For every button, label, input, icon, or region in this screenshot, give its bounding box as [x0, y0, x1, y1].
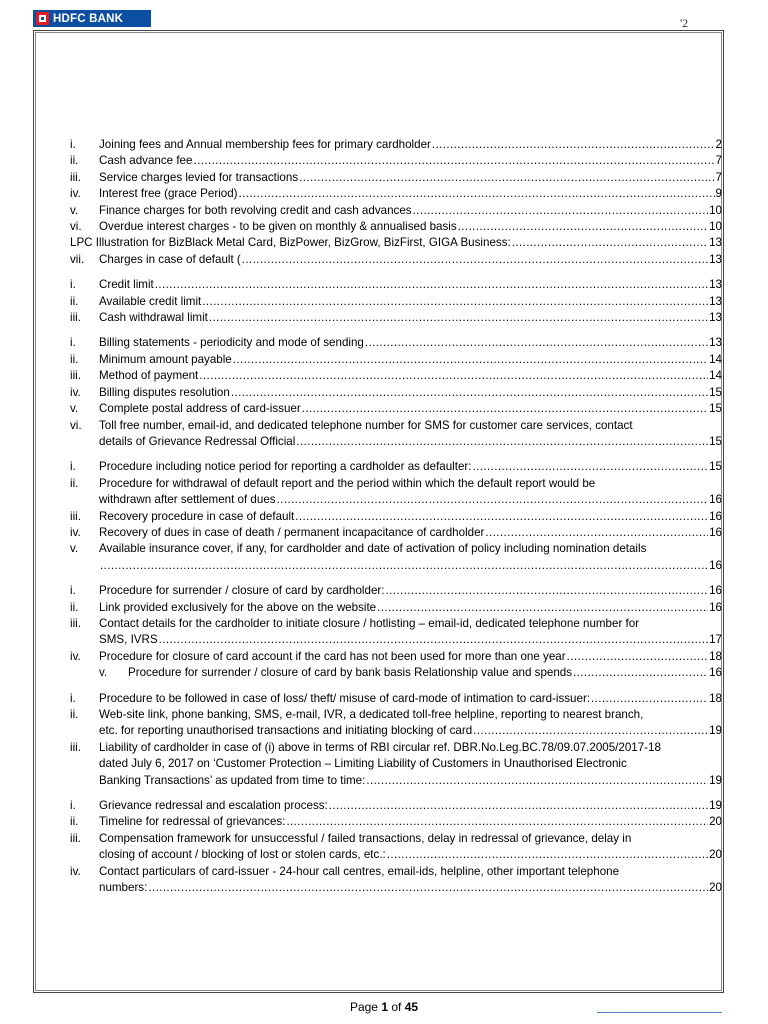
toc-section [70, 335, 722, 450]
toc-entry[interactable] [70, 476, 722, 509]
toc-line [99, 310, 722, 326]
toc-entry-body [99, 137, 722, 153]
toc-entry-title: Link provided exclusively for the above on the website [99, 600, 377, 614]
toc-page-number: 2 [715, 138, 722, 151]
toc-entry[interactable] [70, 186, 722, 202]
toc-entry[interactable] [70, 203, 722, 219]
toc-entry-title: Complete postal address of card-issuer [99, 402, 301, 416]
toc-entry-title: dated July 6, 2017 on ‘Customer Protection – Limiting Liability of Customers in Unauthorised Electronic [99, 757, 627, 771]
dot-leader [473, 459, 709, 475]
toc-entry-number: i. [70, 138, 76, 151]
dot-leader [567, 649, 708, 665]
toc-entry-body [99, 294, 722, 310]
toc-entry-body [99, 740, 722, 789]
toc-entry[interactable] [70, 864, 722, 897]
current-page-number: 1 [381, 1000, 388, 1014]
toc-entry-title: Joining fees and Annual membership fees for primary cardholder [99, 138, 431, 151]
dot-leader [365, 335, 708, 351]
toc-line [99, 740, 722, 756]
toc-entry[interactable] [70, 649, 722, 665]
toc-entry[interactable] [70, 459, 722, 475]
toc-entry-number: vii. [70, 252, 85, 266]
toc-line [99, 252, 722, 268]
toc-entry[interactable] [70, 385, 722, 401]
dot-leader [100, 558, 708, 574]
toc-entry-body [99, 335, 722, 351]
toc-entry-title: Liability of cardholder in case of (i) above in terms of RBI circular ref. DBR.No.Leg.BC.78/09.07.2005/2017-18 [99, 740, 661, 754]
toc-page-number: 13 [709, 252, 722, 266]
toc-entry-body [99, 541, 722, 574]
toc-entry-body [99, 186, 722, 202]
dot-leader [286, 814, 708, 830]
toc-section [70, 137, 722, 268]
toc-line [99, 418, 722, 434]
toc-line [99, 814, 722, 830]
toc-entry-body [99, 525, 722, 541]
toc-page-number: 16 [709, 558, 722, 572]
of-label: of [391, 1000, 402, 1014]
dot-leader [296, 434, 708, 450]
dot-leader [277, 492, 709, 508]
toc-line [99, 335, 722, 351]
toc-line [99, 541, 722, 557]
toc-line [99, 203, 722, 219]
toc-line [128, 665, 722, 681]
toc-page-number: 18 [709, 649, 722, 663]
toc-line [99, 352, 722, 368]
toc-line [99, 492, 722, 508]
toc-section [70, 277, 722, 326]
toc-page-number: 13 [709, 278, 722, 292]
toc-entry-number: i. [70, 278, 76, 292]
dot-leader [199, 368, 708, 384]
toc-entry-title: closing of account / blocking of lost or stolen cards, etc.: [99, 848, 386, 862]
toc-line [99, 385, 722, 401]
toc-entry[interactable] [70, 600, 722, 616]
toc-entry-number: v. [70, 203, 79, 217]
toc-entry-number: i. [70, 691, 76, 705]
toc-entry-number: iii. [70, 369, 81, 383]
toc-entry-title: Charges in case of default ( [99, 252, 241, 266]
toc-page-number: 9 [715, 187, 722, 201]
toc-entry-title: Overdue interest charges - to be given on monthly & annualised basis [99, 220, 457, 234]
toc-entry-title: Contact details for the cardholder to initiate closure / hotlisting – email-id, dedicated telephone number for [99, 616, 640, 630]
corner-mark: '2 [680, 16, 689, 30]
toc-entry-title: Minimum amount payable [99, 352, 232, 366]
toc-entry-body [99, 831, 722, 864]
toc-line [99, 847, 722, 863]
toc-entry-title: Procedure for closure of card account if the card has not been used for more than one year [99, 649, 566, 663]
toc-entry-number: ii. [70, 815, 79, 829]
toc-entry-title: Web-site link, phone banking, SMS, e-mail, IVR, a dedicated toll-free helpline, reporting to nearest branch, [99, 708, 644, 721]
toc-section [70, 798, 722, 896]
toc-entry-body [99, 219, 722, 235]
dot-leader [387, 847, 708, 863]
toc-entry-number: vi. [70, 220, 82, 234]
toc-entry[interactable] [70, 252, 722, 268]
toc-entry[interactable] [70, 525, 722, 541]
toc-line [99, 153, 722, 169]
toc-entry-body [99, 153, 722, 169]
footer-rule [597, 1012, 722, 1013]
toc-line [99, 880, 722, 896]
toc-line [99, 773, 722, 789]
toc-page-number: 19 [709, 773, 722, 787]
toc-entry-number: iv. [70, 649, 81, 663]
toc-entry[interactable] [70, 509, 722, 525]
toc-entry-body [99, 252, 722, 268]
toc-page-number: 19 [709, 724, 722, 738]
toc-line [99, 368, 722, 384]
toc-line [99, 723, 722, 739]
toc-page-number: 16 [709, 493, 722, 507]
toc-entry-number: vi. [70, 418, 82, 432]
toc-entry-title: Contact particulars of card-issuer - 24-hour call centres, email-ids, helpline, other important telephone [99, 864, 620, 878]
toc-entry-title: Recovery procedure in case of default [99, 509, 295, 523]
toc-page-number: 15 [709, 434, 722, 448]
toc-entry-title: numbers: [99, 881, 148, 895]
toc-entry-body [99, 814, 722, 830]
toc-line [99, 219, 722, 235]
dot-leader [377, 600, 708, 616]
toc-page-number: 13 [709, 311, 722, 325]
toc-entry-number: iii. [70, 740, 81, 754]
dot-leader [242, 252, 708, 268]
toc-entry[interactable] [70, 137, 722, 153]
toc-entry-body [99, 459, 722, 475]
toc-entry-body [99, 310, 722, 326]
toc-entry-title: Available insurance cover, if any, for cardholder and date of activation of policy including nomination details [99, 542, 647, 556]
toc-entry-number: iii. [70, 170, 81, 184]
toc-page-number: 14 [709, 369, 722, 383]
toc-entry-body [99, 616, 722, 649]
toc-line [70, 235, 722, 251]
toc-line [99, 756, 722, 772]
toc-section [70, 691, 722, 789]
toc-page-number: 19 [709, 799, 722, 813]
toc-entry-title: Service charges levied for transactions [99, 170, 299, 184]
dot-leader [231, 385, 708, 401]
toc-entry[interactable] [70, 707, 722, 740]
toc-entry-body [128, 665, 722, 681]
dot-leader [202, 294, 708, 310]
toc-entry-body [99, 368, 722, 384]
toc-entry-title: etc. for reporting unauthorised transactions and initiating blocking of card [99, 724, 473, 738]
toc-entry[interactable] [70, 335, 722, 351]
toc-entry[interactable] [70, 616, 722, 649]
toc-entry-body [99, 798, 722, 814]
toc-line [99, 632, 722, 648]
toc-entry-number: iii. [70, 509, 81, 523]
toc-entry-number: iv. [70, 187, 81, 201]
toc-entry[interactable] [70, 170, 722, 186]
toc-entry[interactable] [70, 740, 722, 789]
toc-section [70, 583, 722, 681]
toc-entry[interactable] [70, 583, 722, 599]
toc-page-number: 7 [715, 170, 722, 184]
dot-leader [295, 509, 708, 525]
dot-leader [573, 665, 708, 681]
toc-entry-title: Finance charges for both revolving credit and cash advances [99, 203, 412, 217]
dot-leader [193, 153, 714, 169]
toc-line [99, 509, 722, 525]
toc-page-number: 20 [709, 881, 722, 895]
hdfc-logo-icon [36, 12, 49, 25]
toc-entry[interactable] [70, 665, 722, 681]
toc-line [99, 277, 722, 293]
toc-line [99, 649, 722, 665]
toc-line [99, 600, 722, 616]
toc-entry[interactable] [70, 153, 722, 169]
toc-page-number: 13 [709, 294, 722, 308]
toc-entry[interactable] [70, 352, 722, 368]
toc-line [99, 476, 722, 492]
toc-line [99, 137, 722, 153]
dot-leader [485, 525, 708, 541]
toc-entry-number: i. [70, 799, 76, 813]
toc-entry[interactable] [70, 814, 722, 830]
toc-line [99, 401, 722, 417]
toc-page-number: 15 [709, 385, 722, 399]
toc-entry[interactable] [70, 541, 722, 574]
toc-entry-title: Cash withdrawal limit [99, 311, 208, 325]
toc-entry-title: Recovery of dues in case of death / permanent incapacitance of cardholder [99, 525, 485, 539]
toc-entry-title: withdrawn after settlement of dues [99, 493, 276, 507]
toc-entry[interactable] [70, 401, 722, 417]
dot-leader [473, 723, 708, 739]
toc-page-number: 10 [709, 220, 722, 234]
toc-entry-body [70, 235, 722, 251]
toc-entry-body [99, 649, 722, 665]
toc-line [99, 831, 722, 847]
toc-entry-title: Grievance redressal and escalation process: [99, 799, 328, 813]
toc-entry-title: Interest free (grace Period) [99, 187, 238, 201]
toc-entry-number: iv. [70, 525, 81, 539]
toc-entry[interactable] [70, 418, 722, 451]
toc-entry-body [99, 277, 722, 293]
toc-entry-number: ii. [70, 154, 79, 168]
toc-entry-title: Billing statements - periodicity and mode of sending [99, 336, 364, 350]
toc-entry-title: Available credit limit [99, 294, 202, 308]
toc-line [99, 558, 722, 574]
dot-leader [591, 691, 708, 707]
bank-name: HDFC BANK [53, 12, 124, 25]
toc-entry-title: SMS, IVRS [99, 633, 158, 647]
dot-leader [155, 277, 708, 293]
toc-section [70, 459, 722, 574]
total-pages: 45 [404, 1000, 419, 1014]
dot-leader [366, 773, 708, 789]
toc-line [99, 691, 722, 707]
toc-entry-number: ii. [70, 476, 79, 490]
toc-entry[interactable] [70, 691, 722, 707]
toc-page-number: 15 [709, 460, 722, 474]
toc-line [99, 434, 722, 450]
toc-page-number: 13 [709, 336, 722, 350]
toc-entry-title: Procedure to be followed in case of loss/ theft/ misuse of card-mode of intimation to card-issuer: [99, 691, 591, 705]
toc-entry-number: ii. [70, 600, 79, 614]
toc-entry-title: Method of payment [99, 369, 199, 383]
toc-entry-number: iii. [70, 616, 81, 630]
dot-leader [159, 632, 708, 648]
dot-leader [209, 310, 708, 326]
toc-entry[interactable] [70, 831, 722, 864]
toc-entry-body [99, 600, 722, 616]
toc-entry[interactable] [70, 310, 722, 326]
toc-line [99, 616, 722, 632]
toc-entry-body [99, 509, 722, 525]
toc-entry-title: Cash advance fee [99, 154, 193, 168]
toc-entry-body [99, 583, 722, 599]
toc-line [99, 294, 722, 310]
toc-entry-title: Compensation framework for unsuccessful / failed transactions, delay in redressal of grievance, delay in [99, 831, 632, 845]
toc-entry-title: Toll free number, email-id, and dedicated telephone number for SMS for customer care services, contact [99, 418, 633, 432]
hdfc-bank-logo [33, 10, 151, 27]
toc-line [99, 707, 722, 723]
toc-entry-number: ii. [70, 708, 79, 721]
toc-page-number: 16 [709, 584, 722, 598]
toc-line [99, 525, 722, 541]
toc-page-number: 16 [709, 666, 722, 680]
toc-line [99, 170, 722, 186]
dot-leader [233, 352, 708, 368]
toc-entry-body [99, 352, 722, 368]
toc-entry-title: Procedure for withdrawal of default report and the period within which the default report would be [99, 476, 596, 490]
toc-entry-title: Credit limit [99, 278, 154, 292]
toc-entry-body [99, 385, 722, 401]
toc-entry-number: v. [70, 402, 79, 416]
toc-entry-body [99, 707, 722, 740]
toc-entry[interactable] [70, 368, 722, 384]
toc-line [99, 583, 722, 599]
table-of-contents [70, 137, 722, 905]
toc-entry-number: iv. [70, 385, 81, 399]
toc-page-number: 7 [715, 154, 722, 168]
toc-entry-title: Timeline for redressal of grievances: [99, 815, 286, 829]
toc-page-number: 17 [709, 633, 722, 647]
toc-entry-title: Procedure including notice period for reporting a cardholder as defaulter: [99, 460, 472, 474]
toc-page-number: 18 [709, 691, 722, 705]
toc-page-number: 10 [709, 203, 722, 217]
dot-leader [413, 203, 709, 219]
toc-entry-number: v. [99, 666, 108, 680]
toc-entry-title: Billing disputes resolution [99, 385, 230, 399]
toc-page-number: 16 [709, 509, 722, 523]
toc-entry-title: Procedure for surrender / closure of card by bank basis Relationship value and spends [128, 666, 573, 680]
toc-entry-title: Procedure for surrender / closure of card by cardholder: [99, 584, 385, 598]
toc-page-number: 16 [709, 525, 722, 539]
toc-entry[interactable] [70, 798, 722, 814]
toc-line [99, 798, 722, 814]
toc-entry-body [99, 864, 722, 897]
toc-entry[interactable] [70, 277, 722, 293]
toc-entry-title: LPC Illustration for BizBlack Metal Card, BizPower, BizGrow, BizFirst, GIGA Business: [70, 236, 511, 250]
toc-page-number: 14 [709, 352, 722, 366]
toc-entry-body [99, 203, 722, 219]
toc-line [99, 459, 722, 475]
toc-entry-body [99, 418, 722, 451]
toc-entry-body [99, 401, 722, 417]
toc-page-number: 16 [709, 600, 722, 614]
toc-entry-number: i. [70, 336, 76, 350]
dot-leader [148, 880, 708, 896]
toc-page-number: 13 [709, 236, 722, 250]
toc-entry-number: v. [70, 542, 79, 556]
toc-page-number: 15 [709, 402, 722, 416]
toc-entry[interactable] [70, 219, 722, 235]
dot-leader [302, 401, 708, 417]
toc-entry-title: Banking Transactions’ as updated from time to time: [99, 773, 366, 787]
dot-leader [432, 137, 715, 153]
dot-leader [385, 583, 708, 599]
toc-entry-number: i. [70, 460, 76, 474]
toc-page-number: 20 [709, 848, 722, 862]
toc-line [99, 186, 722, 202]
toc-entry[interactable] [70, 235, 722, 251]
toc-entry-number: ii. [70, 294, 79, 308]
toc-entry-number: ii. [70, 352, 79, 366]
toc-entry-number: iii. [70, 311, 81, 325]
toc-entry-body [99, 170, 722, 186]
toc-page-number: 20 [709, 815, 722, 829]
dot-leader [512, 235, 708, 251]
dot-leader [239, 186, 715, 202]
toc-entry-title: details of Grievance Redressal Official [99, 434, 296, 448]
toc-entry-body [99, 476, 722, 509]
toc-entry-number: iv. [70, 864, 81, 878]
toc-entry-number: i. [70, 584, 76, 598]
dot-leader [458, 219, 708, 235]
toc-entry-body [99, 691, 722, 707]
toc-entry-number: iii. [70, 831, 81, 845]
toc-line [99, 864, 722, 880]
toc-entry[interactable] [70, 294, 722, 310]
dot-leader [299, 170, 714, 186]
page-label: Page [349, 1000, 378, 1014]
dot-leader [329, 798, 708, 814]
